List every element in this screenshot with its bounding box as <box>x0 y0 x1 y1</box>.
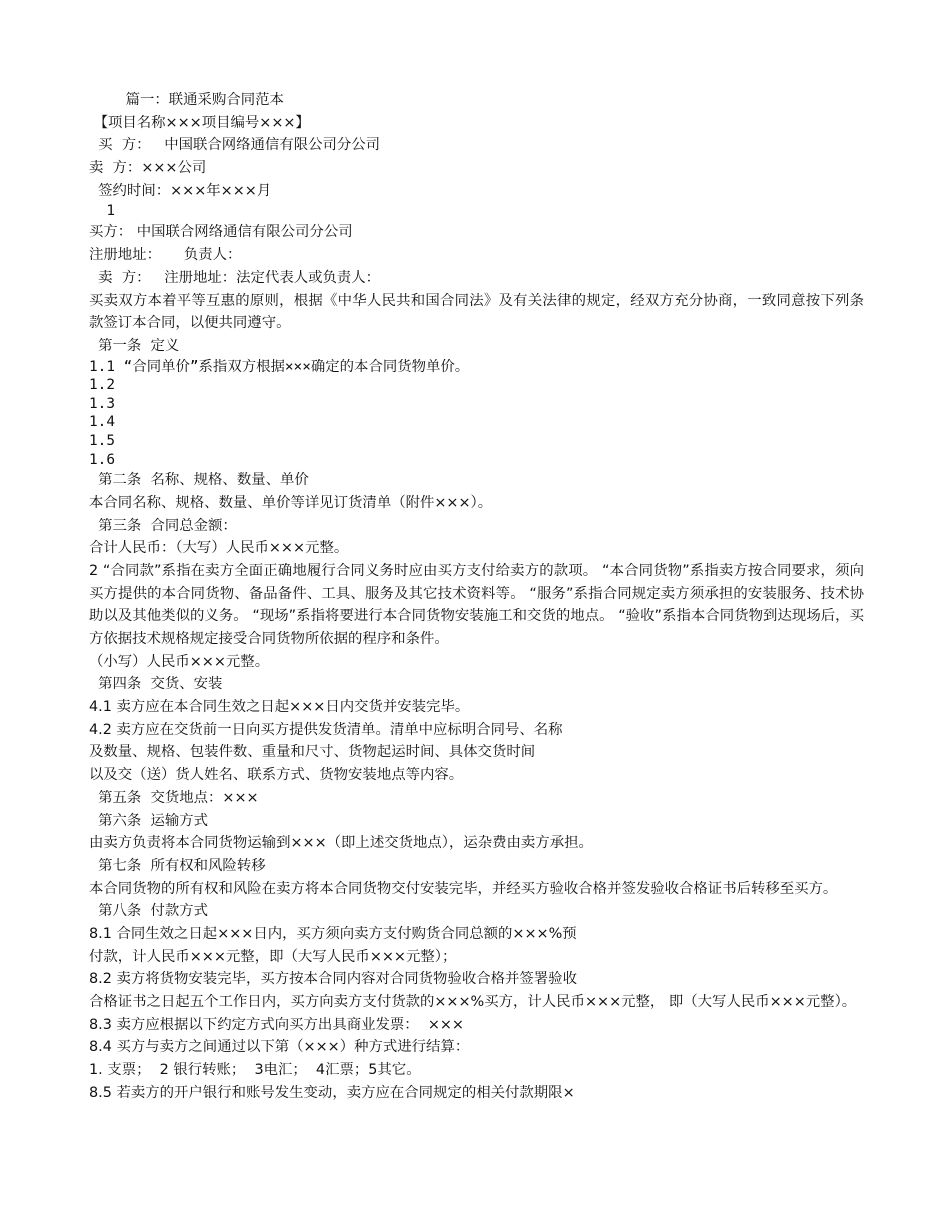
body-line: 由卖方负责将本合同货物运输到×××（即上述交货地点），运杂费由卖方承担。 <box>89 835 593 852</box>
clause-line: 1.3 <box>89 395 115 412</box>
clause-line: 8.4 买方与卖方之间通过以下第（×××）种方式进行结算： <box>89 1039 470 1056</box>
article-heading: 第七条 所有权和风险转移 <box>89 857 266 874</box>
address-line: 注册地址： 负责人： <box>89 247 242 264</box>
project-line: 【项目名称×××项目编号×××】 <box>89 114 310 131</box>
definitions-paragraph: 2 “合同款”系指在卖方全面正确地履行合同义务时应由买方支付给卖方的款项。 “本合同货物”系指卖方按合同要求，须向买方提供的本合同货物、备品备件、工具、服务及其它技术资料等。 “服务”系指合同规定卖方须承担的安装服务、技术协助以及其他类似的义务。 “现场”系指将要进行本合同货物安装施工和交货的地点。 “验收”系指本合同货物到达现场后，买方依据技术规格规定接受合同货物所依据的程序和条件。 <box>89 562 864 648</box>
buyer-line: 买 方： 中国联合网络通信有限公司分公司 <box>89 137 381 154</box>
clause-line: 8.5 若卖方的开户银行和账号发生变动，卖方应在合同规定的相关付款期限× <box>89 1084 575 1101</box>
article-heading: 第五条 交货地点：××× <box>89 789 259 806</box>
clause-line: 4.2 卖方应在交货前一日向买方提供发货清单。清单中应标明合同号、名称 <box>89 721 563 738</box>
article-heading: 第三条 合同总金额： <box>89 517 237 534</box>
document-title: 篇一：联通采购合同范本 <box>89 92 284 108</box>
article-heading: 第四条 交货、安装 <box>89 676 223 693</box>
seller-line: 卖 方：×××公司 <box>89 160 207 177</box>
payment-paragraph: 合格证书之日起五个工作日内，买方向卖方支付货款的×××%买方，计人民币×××元整， 即（大写人民币×××元整）。 <box>89 994 857 1011</box>
clause-line: 1.1 “合同单价”系指双方根据×××确定的本合同货物单价。 <box>89 358 470 375</box>
ownership-paragraph: 本合同货物的所有权和风险在卖方将本合同货物交付安装完毕，并经买方验收合格并签发验收合格证书后转移至买方。 <box>89 880 838 897</box>
clause-line: 1.6 <box>89 451 115 468</box>
article-heading: 第二条 名称、规格、数量、单价 <box>89 472 309 489</box>
body-line: （小写）人民币×××元整。 <box>89 653 270 670</box>
signing-date-line: 签约时间：×××年×××月 <box>89 182 272 199</box>
clause-line: 1.5 <box>89 432 115 449</box>
buyer-detail-line: 买方： 中国联合网络通信有限公司分公司 <box>89 224 353 241</box>
clause-line: 4.1 卖方应在本合同生效之日起×××日内交货并安装完毕。 <box>89 699 470 716</box>
clause-line: 1.2 <box>89 377 115 394</box>
body-line: 付款，计人民币×××元整，即（大写人民币×××元整）； <box>89 948 457 965</box>
body-line: 合计人民币：（大写）人民币×××元整。 <box>89 540 349 557</box>
clause-line: 8.1 合同生效之日起×××日内，买方须向卖方支付购货合同总额的×××%预 <box>89 925 577 942</box>
payment-methods-line: 1. 支票； 2 银行转账； 3电汇； 4汇票；5其它。 <box>89 1062 421 1079</box>
clause-line: 8.3 卖方应根据以下约定方式向买方出具商业发票： ××× <box>89 1016 464 1033</box>
clause-line: 8.2 卖方将货物安装完毕，买方按本合同内容对合同货物验收合格并签署验收 <box>89 971 577 988</box>
preamble-paragraph: 买卖双方本着平等互惠的原则，根据《中华人民共和国合同法》及有关法律的规定，经双方充分协商，一致同意按下列条款签订本合同，以便共同遵守。 <box>89 292 864 332</box>
document-body <box>89 89 864 1105</box>
article-heading: 第一条 定义 <box>89 337 180 354</box>
article-heading: 第六条 运输方式 <box>89 812 209 829</box>
body-line: 及数量、规格、包装件数、重量和尺寸、货物起运时间、具体交货时间 <box>89 744 536 761</box>
body-line: 本合同名称、规格、数量、单价等详见订货清单（附件×××）。 <box>89 494 493 511</box>
article-heading: 第八条 付款方式 <box>89 903 209 920</box>
page-number-line: 1 <box>89 203 115 220</box>
body-line: 以及交（送）货人姓名、联系方式、货物安装地点等内容。 <box>89 767 464 784</box>
seller-detail-line: 卖 方： 注册地址：法定代表人或负责人： <box>89 269 381 286</box>
clause-line: 1.4 <box>89 414 115 431</box>
